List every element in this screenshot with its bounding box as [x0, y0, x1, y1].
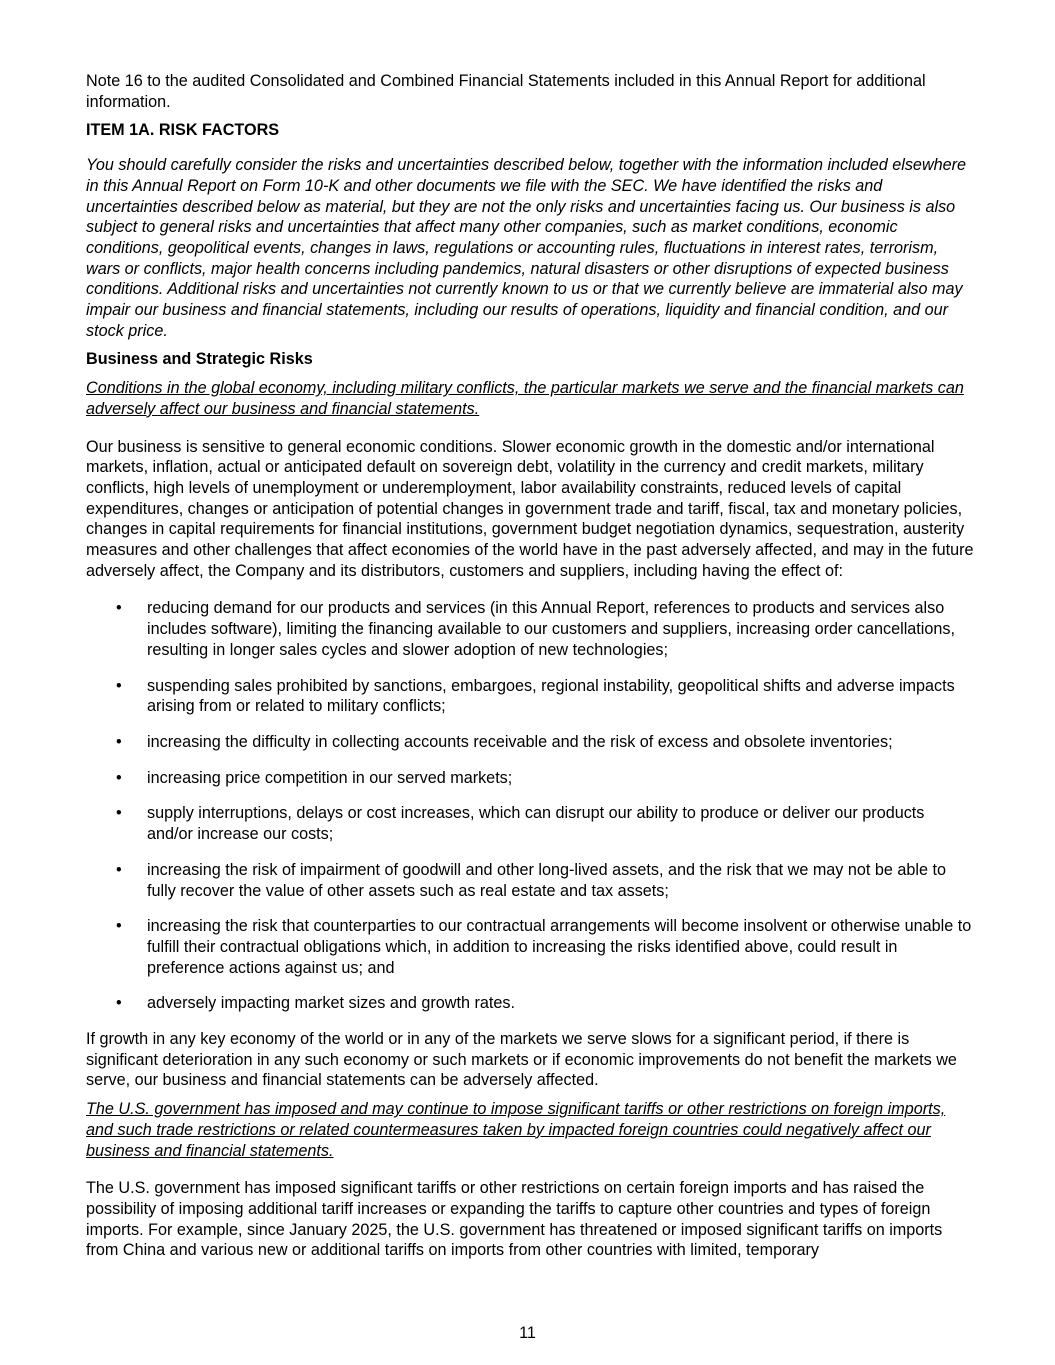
list-item-text: reducing demand for our products and services (in this Annual Report, references to products and services also includes software), limiting the financing available to our customers and suppliers, increasing order cancellations, resulting in longer sales cycles and slower adoption of new technologies; [147, 599, 955, 659]
risk-heading-global-economy: Conditions in the global economy, including military conflicts, the particular markets we serve and the financial markets can adversely affect our business and financial statements. [86, 379, 964, 418]
bullet-icon: • [116, 768, 122, 787]
list-item [86, 916, 974, 978]
note-paragraph: Note 16 to the audited Consolidated and Combined Financial Statements included in this Annual Report for additional information. [86, 72, 926, 111]
list-item [86, 803, 974, 844]
bullet-icon: • [116, 994, 122, 1013]
list-item-text: supply interruptions, delays or cost increases, which can disrupt our ability to produce or deliver our products and/or increase our costs; [147, 804, 925, 844]
risk-paragraph-tariffs: The U.S. government has imposed significant tariffs or other restrictions on certain foreign imports and has raised the possibility of imposing additional tariff increases or expanding the tariffs to capture other countries and types of foreign imports. For example, since January 2025, the U.S. government has threatened or imposed significant tariffs on imports from China and various new or additional tariffs on imports from other countries with limited, temporary [86, 1179, 943, 1260]
bullet-icon: • [116, 804, 122, 823]
bullet-icon: • [116, 599, 122, 618]
page-number: 11 [519, 1324, 536, 1342]
list-item [86, 993, 974, 1014]
list-item-text: suspending sales prohibited by sanctions, embargoes, regional instability, geopolitical shifts and adverse impacts arising from or related to military conflicts; [147, 676, 955, 716]
section-heading: Business and Strategic Risks [86, 350, 313, 369]
bullet-icon: • [116, 732, 122, 751]
list-item [86, 598, 974, 660]
bullet-icon: • [116, 860, 122, 879]
bullet-icon: • [116, 676, 122, 695]
list-item [86, 732, 974, 753]
list-item-text: increasing the risk that counterparties to our contractual arrangements will become insolvent or otherwise unable to fulfill their contractual obligations which, in addition to increasing the risks identified above, could result in preference actions against us; and [147, 917, 972, 977]
list-item-text: adversely impacting market sizes and growth rates. [147, 994, 515, 1013]
list-item-text: increasing price competition in our served markets; [147, 768, 513, 787]
item-heading: ITEM 1A. RISK FACTORS [86, 121, 280, 140]
risk-factors-intro: You should carefully consider the risks and uncertainties described below, together with the information included elsewhere in this Annual Report on Form 10-K and other documents we file with the SEC. We have identified the risks and uncertainties described below as material, but they are not the only risks and uncertainties facing us. Our business is also subject to general risks and uncertainties that affect many other companies, such as market conditions, economic conditions, geopolitical events, changes in laws, regulations or accounting rules, fluctuations in interest rates, terrorism, wars or conflicts, major health concerns including pandemics, natural disasters or other disruptions of expected business conditions. Additional risks and uncertainties not currently known to us or that we currently believe are immaterial also may impair our business and financial statements, including our results of operations, liquidity and financial condition, and our stock price. [86, 156, 967, 340]
list-item [86, 768, 974, 789]
risk-heading-tariffs: The U.S. government has imposed and may continue to impose significant tariffs or other restrictions on foreign imports, and such trade restrictions or related countermeasures taken by impacted foreign countries could negatively affect our business and financial statements. [86, 1100, 946, 1160]
effects-bullet-list [86, 598, 974, 1014]
list-item-text: increasing the risk of impairment of goodwill and other long-lived assets, and the risk that we may not be able to fully recover the value of other assets such as real estate and tax assets; [147, 860, 947, 900]
list-item [86, 860, 974, 901]
document-page [86, 71, 974, 1278]
risk-closing-paragraph: If growth in any key economy of the world or in any of the markets we serve slows for a significant period, if there is significant deterioration in any such economy or such markets or if economic improvements do not benefit the markets we serve, our business and financial statements can be adversely affected. [86, 1030, 957, 1090]
list-item [86, 676, 974, 717]
bullet-icon: • [116, 917, 122, 936]
risk-paragraph-global-economy: Our business is sensitive to general economic conditions. Slower economic growth in the domestic and/or international markets, inflation, actual or anticipated default on sovereign debt, volatility in the currency and credit markets, military conflicts, high levels of unemployment or underemployment, labor availability constraints, reduced levels of capital expenditures, changes or anticipation of potential changes in government trade and tariff, fiscal, tax and monetary policies, changes in capital requirements for financial institutions, government budget negotiation dynamics, sequestration, austerity measures and other challenges that affect economies of the world have in the past adversely affected, and may in the future adversely affect, the Company and its distributors, customers and suppliers, including having the effect of: [86, 437, 974, 580]
list-item-text: increasing the difficulty in collecting accounts receivable and the risk of excess and obsolete inventories; [147, 732, 893, 751]
